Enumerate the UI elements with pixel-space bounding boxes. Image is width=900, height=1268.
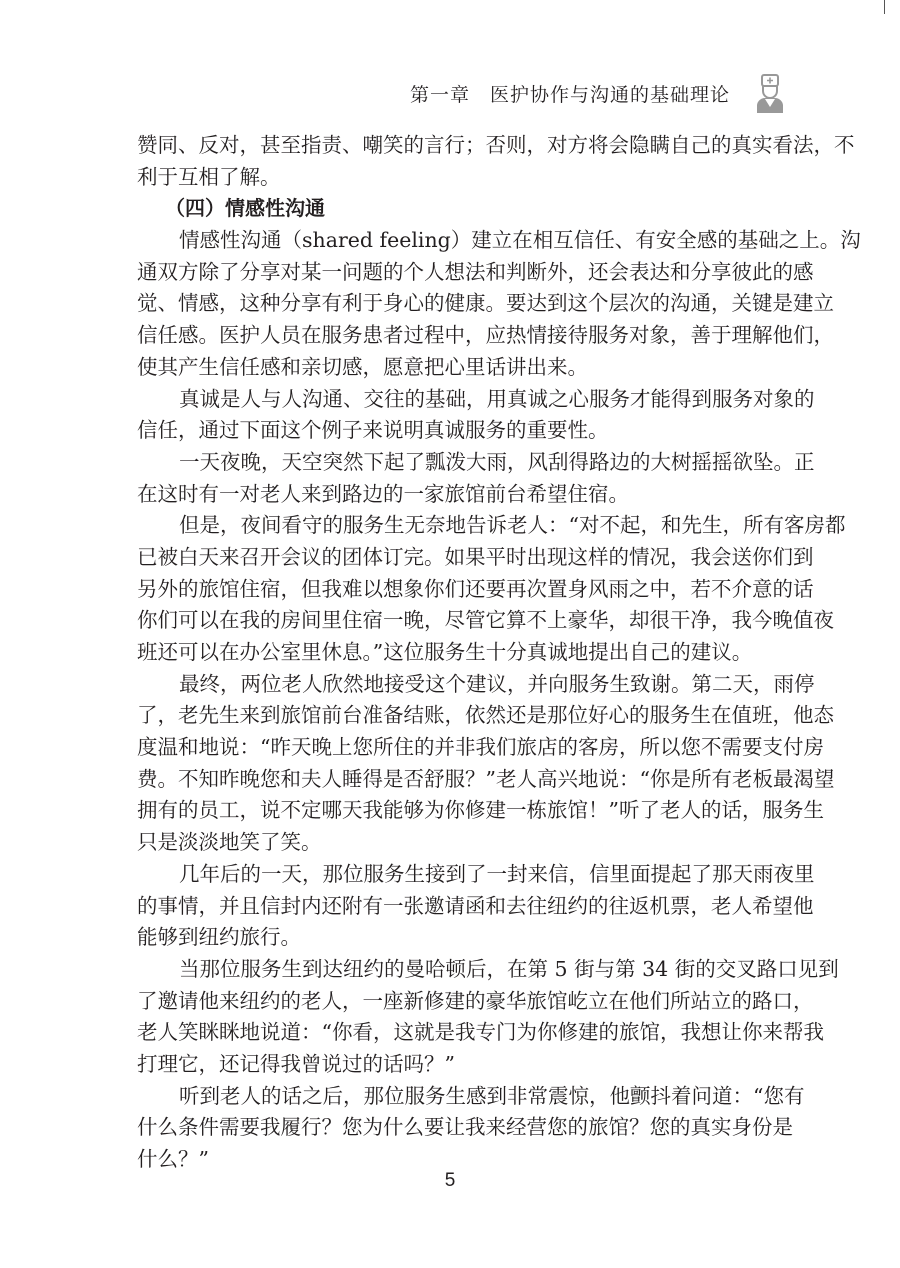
text-line: 觉、情感，这种分享有利于身心的健康。要达到这个层次的沟通，关键是建立: [137, 291, 834, 316]
text-line: 真诚是人与人沟通、交往的基础，用真诚之心服务才能得到服务对象的: [179, 386, 815, 411]
text-line: 已被白天来召开会议的团体订完。如果平时出现这样的情况，我会送你们到: [137, 544, 814, 569]
text-line: 什么条件需要我履行？您为什么要让我来经营您的旅馆？您的真实身份是: [137, 1115, 793, 1140]
text-line: 了，老先生来到旅馆前台准备结账，依然还是那位好心的服务生在值班，他态: [137, 703, 834, 728]
text-line: 信任感。医护人员在服务患者过程中，应热情接待服务对象，善于理解他们，: [137, 323, 834, 348]
text-line: 另外的旅馆住宿，但我难以想象你们还要再次置身风雨之中，若不介意的话: [137, 576, 814, 601]
paragraph: [137, 954, 839, 1081]
chapter-title: 医护协作与沟通的基础理论: [489, 84, 730, 106]
running-head: [400, 80, 730, 107]
page-number: 5: [444, 1170, 456, 1191]
paragraph: [137, 225, 861, 383]
text-line: 几年后的一天，那位服务生接到了一封来信，信里面提起了那天雨夜里: [179, 861, 815, 886]
paragraph: [137, 1081, 805, 1176]
text-line: 听到老人的话之后，那位服务生感到非常震惊，他颤抖着问道：“您有: [179, 1083, 805, 1108]
text-line: 打理它，还记得我曾说过的话吗？”: [137, 1051, 455, 1076]
text-line: 信任，通过下面这个例子来说明真诚服务的重要性。: [137, 418, 609, 443]
paragraph: [137, 669, 835, 859]
body-text: [137, 130, 861, 1176]
text-line: 班还可以在办公室里休息。”这位服务生十分真诚地提出自己的建议。: [137, 640, 753, 664]
text-line: 老人笑眯眯地说道：“你看，这就是我专门为你修建的旅馆，我想让你来帮我: [137, 1020, 824, 1045]
text-line: 赞同、反对，甚至指责、嘲笑的言行；否则，对方将会隐瞒自己的真实看法，不: [137, 133, 855, 157]
text-line: 情感性沟通（shared feeling）建立在相互信任、有安全感的基础之上。沟: [179, 228, 861, 253]
text-line: 什么？”: [137, 1147, 209, 1171]
paragraph: [137, 510, 846, 668]
chapter-number: 第一章: [409, 84, 470, 106]
text-line: 一天夜晚，天空突然下起了瓢泼大雨，风刮得路边的大树摇摇欲坠。正: [179, 449, 815, 474]
text-line: 能够到纽约旅行。: [137, 925, 301, 950]
text-line: 只是淡淡地笑了笑。: [137, 830, 322, 855]
text-line: 的事情，并且信封内还附有一张邀请函和去往纽约的往返机票，老人希望他: [137, 893, 814, 918]
nurse-icon: [755, 74, 785, 114]
text-line: 在这时有一对老人来到路边的一家旅馆前台希望住宿。: [137, 481, 629, 506]
text-line: 费。不知昨晚您和夫人睡得是否舒服？”老人高兴地说：“你是所有老板最渴望: [137, 766, 835, 791]
text-line: 当那位服务生到达纽约的曼哈顿后，在第 5 街与第 34 街的交叉路口见到: [179, 956, 839, 981]
text-line: 通双方除了分享对某一问题的个人想法和判断外，还会表达和分享彼此的感: [137, 259, 814, 284]
text-line: 但是，夜间看守的服务生无奈地告诉老人：“对不起，和先生，所有客房都: [179, 513, 846, 538]
section-heading: （四）情感性沟通: [165, 196, 325, 221]
text-line: 度温和地说：“昨天晚上您所住的并非我们旅店的客房，所以您不需要支付房: [137, 735, 824, 760]
text-line: 了邀请他来纽约的老人，一座新修建的豪华旅馆屹立在他们所站立的路口，: [137, 988, 814, 1013]
text-line: 你们可以在我的房间里住宿一晚，尽管它算不上豪华，却很干净，我今晚值夜: [137, 608, 834, 633]
paragraph: [137, 447, 815, 510]
text-line: 使其产生信任感和亲切感，愿意把心里话讲出来。: [137, 354, 588, 379]
paragraph: [137, 384, 815, 447]
text-line: 拥有的员工，说不定哪天我能够为你修建一栋旅馆！”听了老人的话，服务生: [137, 798, 824, 823]
text-line: 最终，两位老人欣然地接受这个建议，并向服务生致谢。第二天，雨停: [179, 671, 815, 696]
paragraph: [137, 859, 815, 954]
crop-mark: [884, 0, 885, 14]
paragraph: [137, 130, 855, 193]
text-line: 利于互相了解。: [137, 164, 281, 189]
